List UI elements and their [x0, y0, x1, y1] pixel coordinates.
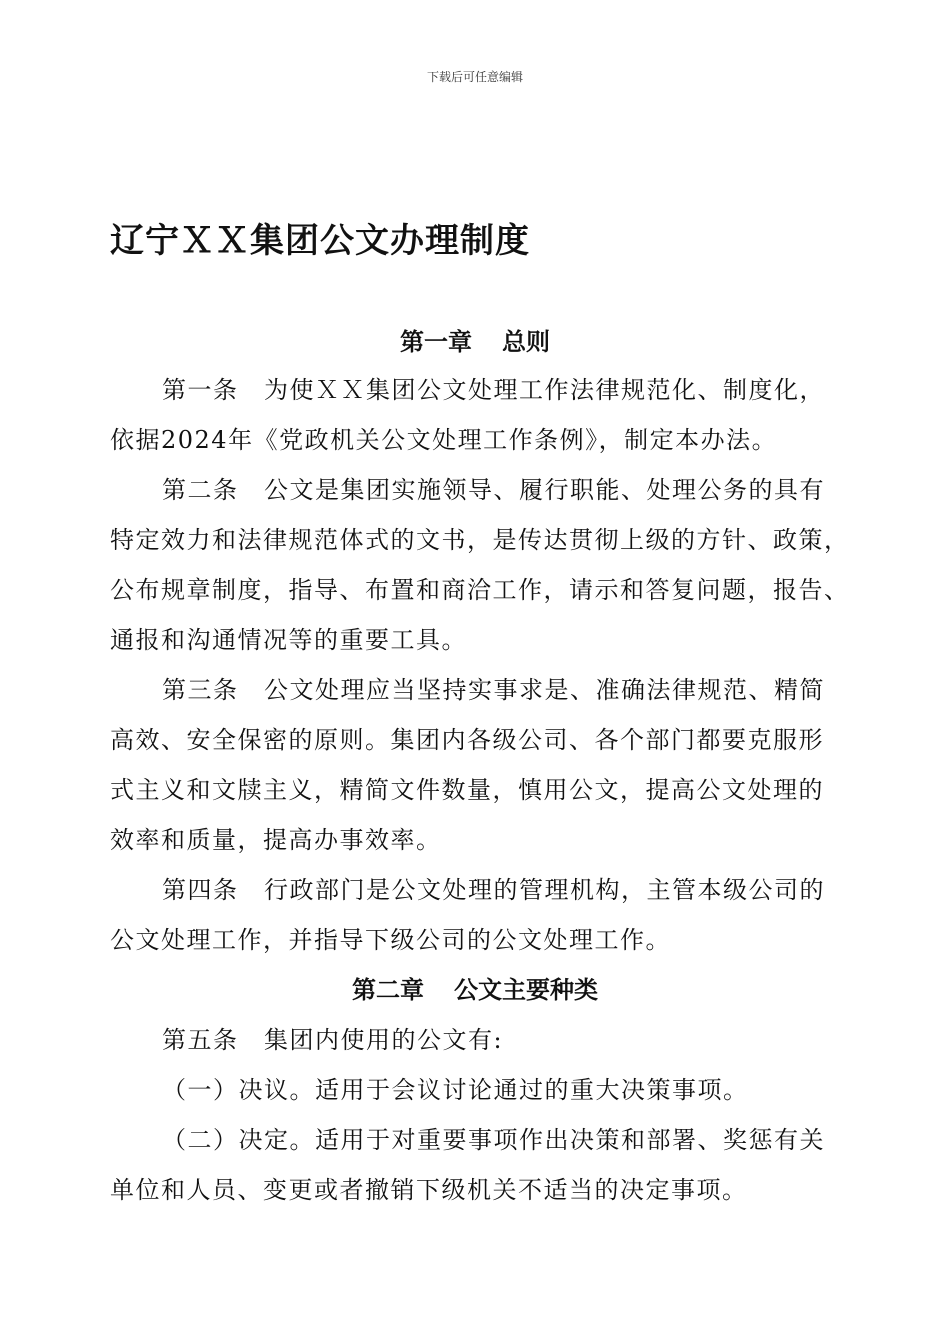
paragraph-line: 依据2024年《党政机关公文处理工作条例》，制定本办法。: [110, 426, 778, 454]
paragraph-line: 通报和沟通情况等的重要工具。: [110, 626, 467, 654]
paragraph-line: （一）决议。适用于会议讨论通过的重大决策事项。: [162, 1076, 749, 1104]
chapter-heading-1: [0, 322, 950, 357]
document-title: 辽宁ＸＸ集团公文办理制度: [110, 221, 530, 261]
header-note: 下载后可任意编辑: [426, 70, 523, 84]
paragraph-line: 高效、安全保密的原则。集团内各级公司、各个部门都要克服形: [110, 726, 824, 754]
chapter-label: 第一章: [400, 328, 472, 356]
chapter-name: 总则: [502, 328, 550, 356]
paragraph-line: 效率和质量，提高办事效率。: [110, 826, 442, 854]
paragraph-line: （二）决定。适用于对重要事项作出决策和部署、奖惩有关: [162, 1126, 825, 1154]
paragraph-line: 第三条 公文处理应当坚持实事求是、准确法律规范、精简: [162, 676, 825, 704]
paragraph-line: 公布规章制度，指导、布置和商洽工作，请示和答复问题，报告、: [110, 576, 850, 604]
paragraph-line: 公文处理工作，并指导下级公司的公文处理工作。: [110, 926, 671, 954]
chapter-label: 第二章: [352, 976, 424, 1004]
paragraph-line: 单位和人员、变更或者撤销下级机关不适当的决定事项。: [110, 1176, 748, 1204]
paragraph-line: 式主义和文牍主义，精简文件数量，慎用公文，提高公文处理的: [110, 776, 824, 804]
paragraph-line: 第五条 集团内使用的公文有:: [162, 1026, 504, 1054]
paragraph-line: 第二条 公文是集团实施领导、履行职能、处理公务的具有: [162, 476, 825, 504]
paragraph-line: 第四条 行政部门是公文处理的管理机构，主管本级公司的: [162, 876, 825, 904]
chapter-name: 公文主要种类: [454, 976, 598, 1004]
paragraph-line: 特定效力和法律规范体式的文书，是传达贯彻上级的方针、政策，: [110, 526, 850, 554]
paragraph-line: 第一条 为使ＸＸ集团公文处理工作法律规范化、制度化，: [162, 376, 825, 404]
chapter-heading-2: [0, 970, 950, 1005]
